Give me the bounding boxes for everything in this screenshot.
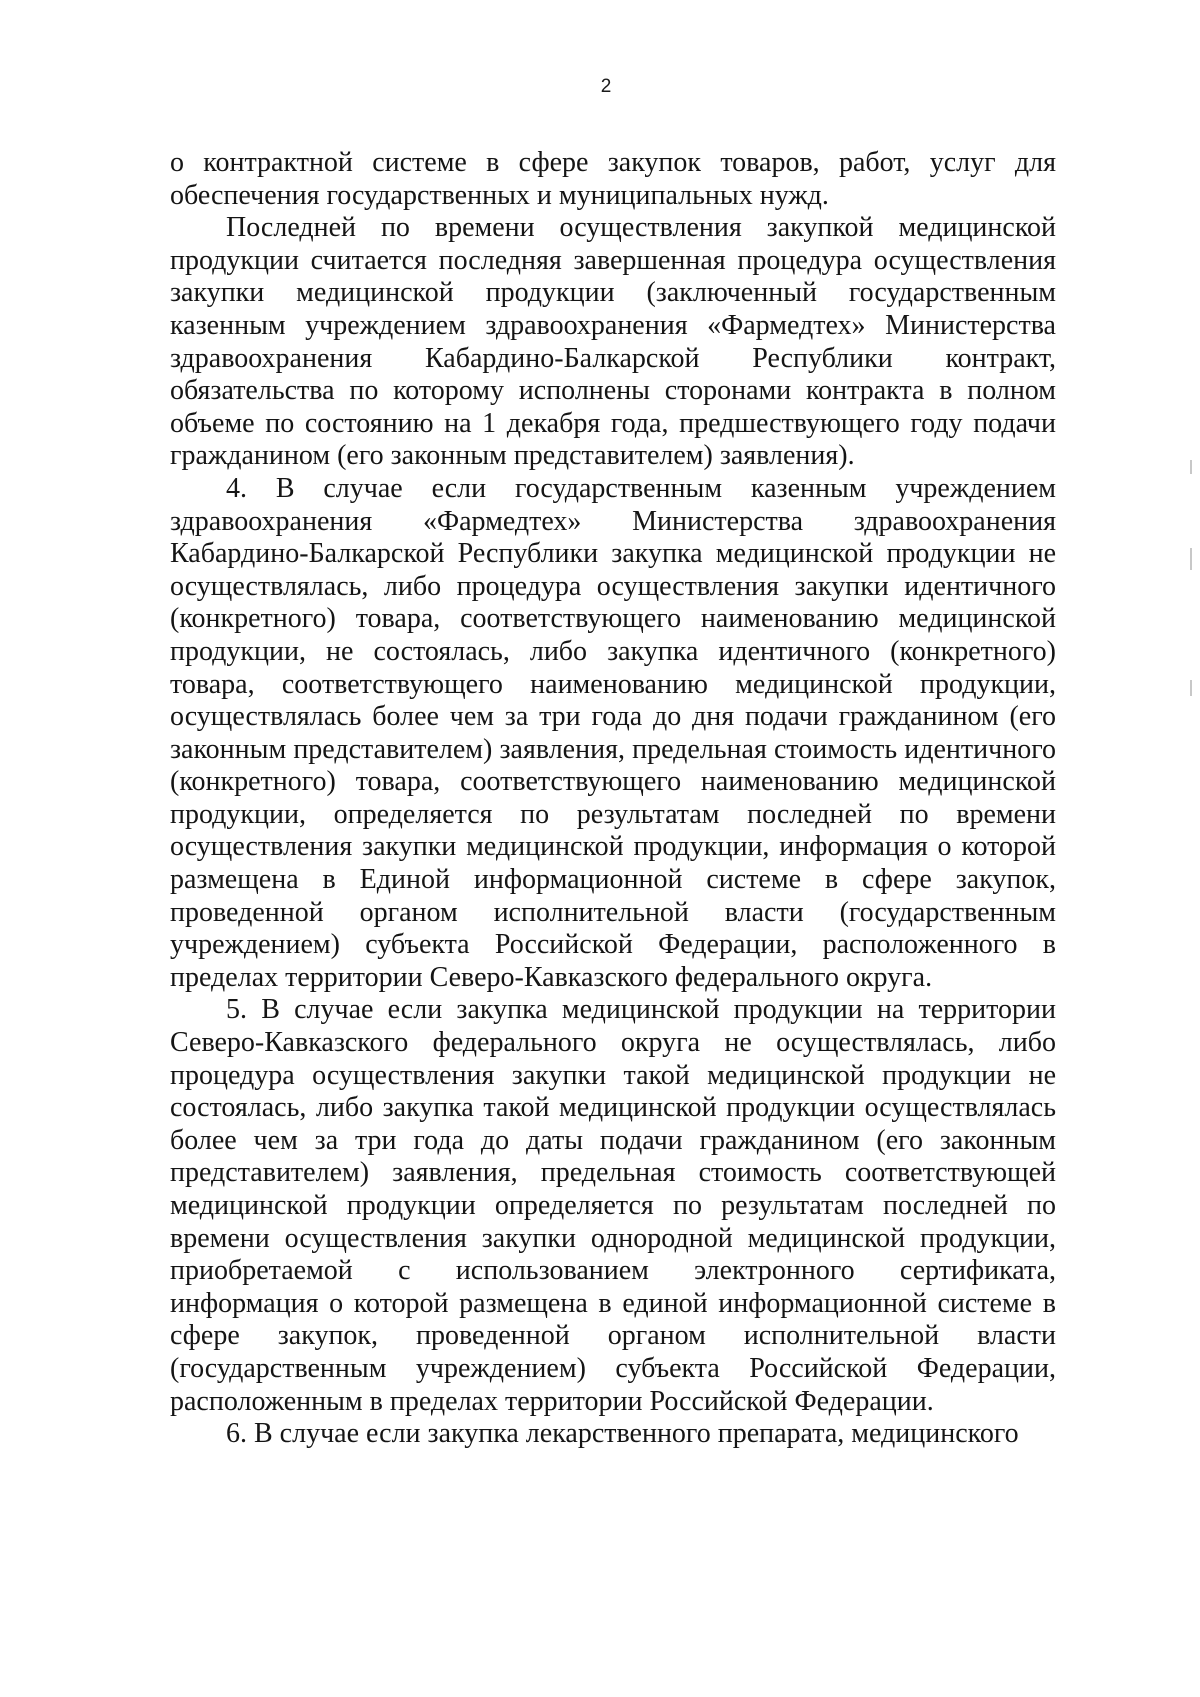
- paragraph-item-4: 4. В случае если государственным казенным учреждением здравоохранения «Фармедтех» Министерства здравоохранения Кабардино-Балкарской Республики закупка медицинской продукции не осуществлялась, либо процедура осуществления закупки идентичного (конкретного) товара, соответствующего наименованию медицинской продукции, не состоялась, либо закупка идентичного (конкретного) товара, соответствующего наименованию медицинской продукции, осуществлялась более чем за три года до дня подачи гражданином (его законным представителем) заявления, предельная стоимость идентичного (конкретного) товара, соответствующего наименованию медицинской продукции, определяется по результатам последней по времени осуществления закупки медицинской продукции, информация о которой размещена в Единой информационной системе в сфере закупок, проведенной органом исполнительной власти (государственным учреждением) субъекта Российской Федерации, расположенного в пределах территории Северо-Кавказского федерального округа.: [170, 472, 1056, 993]
- document-body: [170, 147, 1056, 1451]
- paragraph-last-procurement-definition: Последней по времени осуществления закупкой медицинской продукции считается последняя завершенная процедура осуществления закупки медицинской продукции (заключенный государственным казенным учреждением здравоохранения «Фармедтех» Министерства здравоохранения Кабардино-Балкарской Республики контракт, обязательства по которому исполнены сторонами контракта в полном объеме по состоянию на 1 декабря года, предшествующего году подачи гражданином (его законным представителем) заявления).: [170, 212, 1056, 472]
- paragraph-continuation: о контрактной системе в сфере закупок товаров, работ, услуг для обеспечения государственных и муниципальных нужд.: [170, 147, 1056, 211]
- paragraph-item-5: 5. В случае если закупка медицинской продукции на территории Северо-Кавказского федерального округа не осуществлялась, либо процедура осуществления закупки такой медицинской продукции не состоялась, либо закупка такой медицинской продукции осуществлялась более чем за три года до даты подачи гражданином (его законным представителем) заявления, предельная стоимость соответствующей медицинской продукции определяется по результатам последней по времени осуществления закупки однородной медицинской продукции, приобретаемой с использованием электронного сертификата, информация о которой размещена в единой информационной системе в сфере закупок, проведенной органом исполнительной власти (государственным учреждением) субъекта Российской Федерации, расположенным в пределах территории Российской Федерации.: [170, 994, 1056, 1417]
- scan-edge-mark: [1190, 548, 1192, 570]
- scan-edge-mark: [1190, 460, 1192, 474]
- paragraph-item-6: 6. В случае если закупка лекарственного препарата, медицинского: [226, 1418, 1019, 1450]
- page-number: 2: [600, 76, 612, 97]
- scan-edge-mark: [1190, 680, 1192, 696]
